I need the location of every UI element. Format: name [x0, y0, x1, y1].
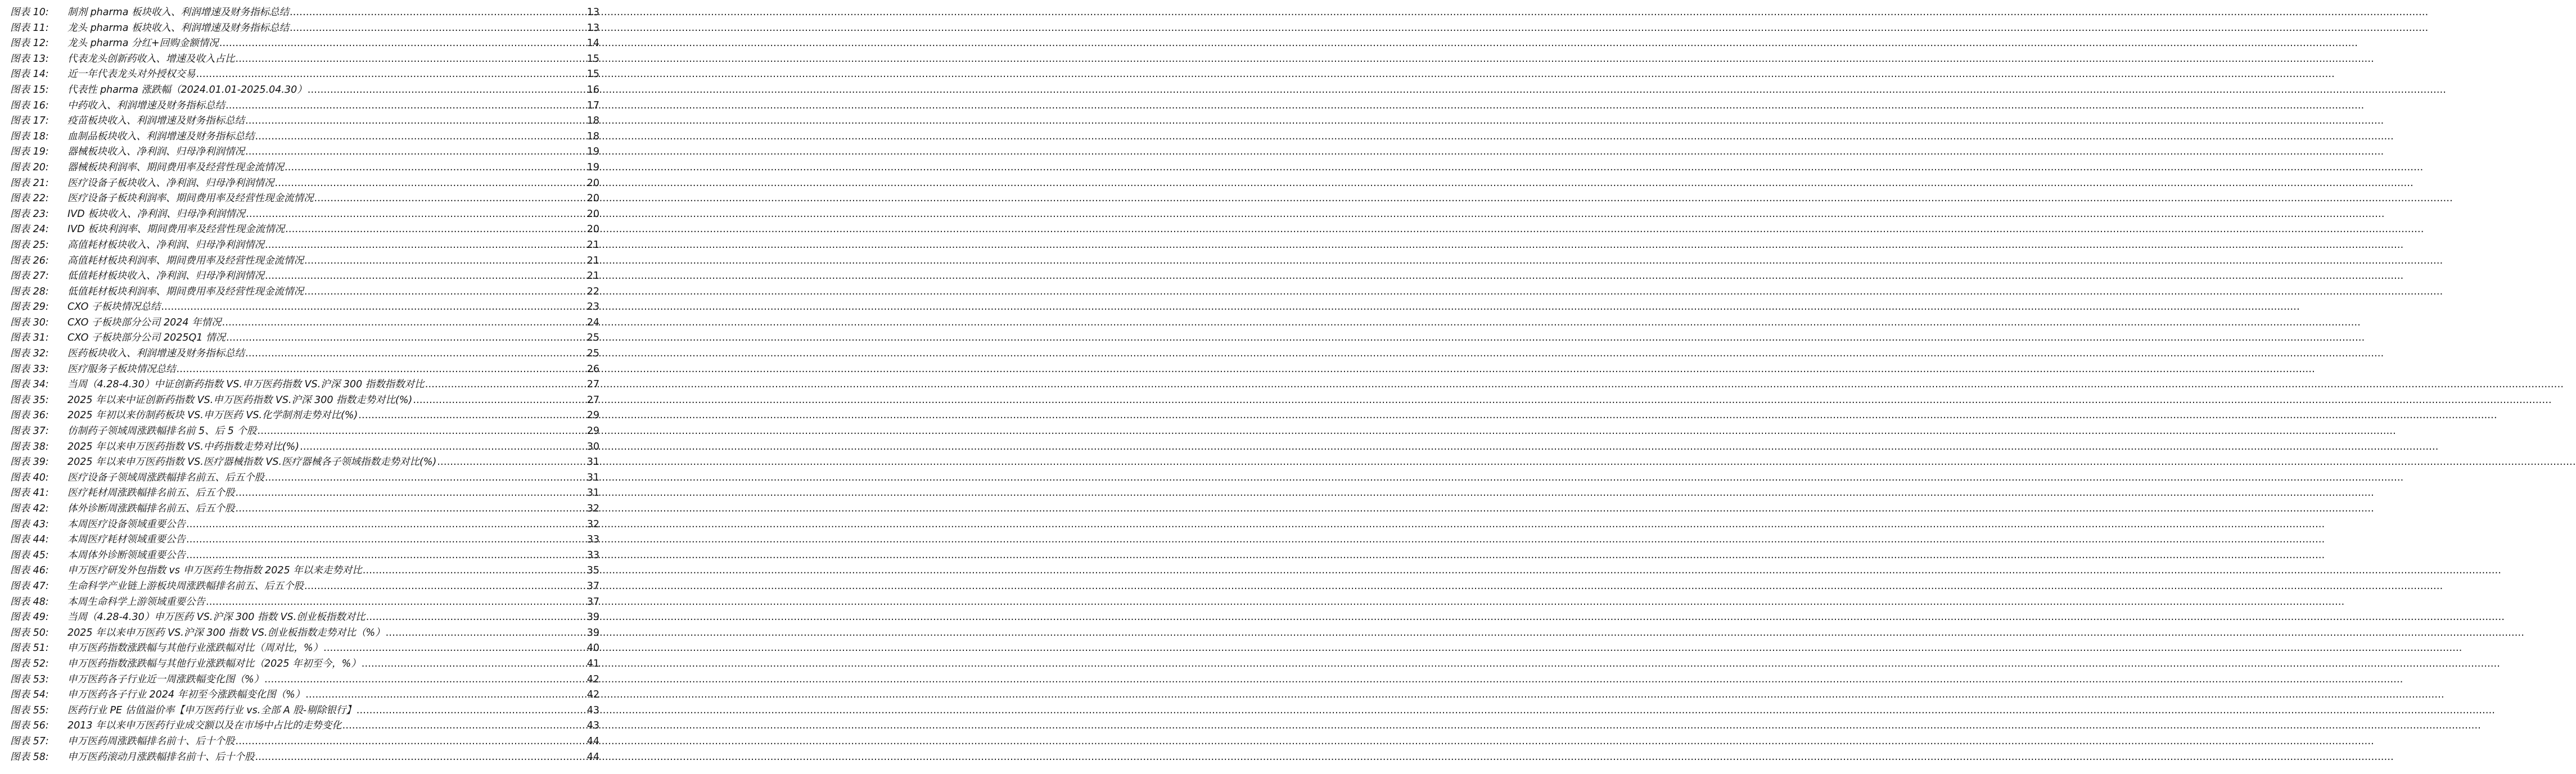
page-number: 44 — [587, 735, 599, 747]
dot-leader — [219, 36, 587, 52]
page-number: 13 — [587, 7, 599, 18]
toc-entry[interactable] — [10, 703, 599, 719]
dot-leader — [314, 191, 587, 207]
dot-leader — [425, 377, 587, 393]
dot-leader — [225, 98, 587, 114]
figure-title-link[interactable]: 申万医药滚动月涨跌幅排名前十、后十个股 — [67, 751, 255, 763]
figure-title-link[interactable]: 生命科学产业链上游板块周涨跌幅排名前五、后五个股 — [67, 580, 304, 592]
dot-leader — [226, 331, 587, 346]
figure-number: 图表 48: — [10, 596, 49, 608]
toc-entry[interactable] — [10, 532, 599, 548]
toc-entry[interactable] — [10, 315, 599, 331]
figure-title-link[interactable]: 2025 年以来申万医药指数 VS.中药指数走势对比(%) — [67, 441, 300, 452]
figure-number: 图表 30: — [10, 316, 49, 328]
dot-leader — [285, 160, 587, 176]
toc-entry[interactable] — [10, 408, 599, 424]
figure-number: 图表 16: — [10, 99, 49, 111]
figure-number: 图表 41: — [10, 487, 49, 499]
dot-leader — [358, 408, 586, 424]
page-number: 31 — [587, 472, 599, 483]
dot-leader — [386, 626, 587, 641]
page-number: 32 — [587, 503, 599, 514]
toc-entry[interactable] — [10, 718, 599, 734]
page-number: 19 — [587, 146, 599, 158]
figure-title-link[interactable]: 医药行业 PE 估值溢价率【申万医药行业 vs.全部 A 股-剔除银行】 — [67, 704, 356, 716]
dot-leader — [265, 238, 587, 254]
toc-entry[interactable] — [10, 300, 599, 315]
figure-number: 图表 26: — [10, 255, 49, 266]
figure-number: 图表 15: — [10, 84, 49, 96]
dot-leader — [236, 486, 587, 501]
figure-number: 图表 35: — [10, 394, 49, 406]
figure-number: 图表 27: — [10, 270, 49, 282]
page-number: 16 — [587, 84, 599, 96]
page-number: 31 — [587, 487, 599, 499]
figure-number: 图表 43: — [10, 518, 49, 530]
dot-leader — [236, 734, 587, 750]
page-number: 20 — [587, 224, 599, 236]
page-number: 43 — [587, 704, 599, 716]
dot-leader — [290, 21, 587, 37]
figure-title-link[interactable]: 申万医药指数涨跌幅与其他行业涨跌幅对比（周对比，%） — [67, 642, 323, 654]
toc-entry[interactable] — [10, 517, 599, 533]
figure-number: 图表 57: — [10, 735, 49, 747]
figure-title-link[interactable]: 医疗设备子板块利润率、期间费用率及经营性现金流情况 — [67, 193, 314, 205]
dot-leader — [342, 718, 587, 734]
figure-number: 图表 42: — [10, 503, 49, 514]
toc-entry[interactable] — [10, 440, 599, 455]
figure-number: 图表 32: — [10, 348, 49, 360]
toc-entry[interactable] — [10, 362, 599, 378]
figure-number: 图表 29: — [10, 301, 49, 313]
toc-entry[interactable] — [10, 269, 599, 284]
figure-number: 图表 44: — [10, 534, 49, 546]
page-number: 33 — [587, 534, 599, 546]
figure-title-link[interactable]: 高值耗材板块利润率、期间费用率及经营性现金流情况 — [67, 255, 304, 266]
page-number: 18 — [587, 115, 599, 127]
figure-number: 图表 38: — [10, 441, 49, 452]
figure-number: 图表 45: — [10, 549, 49, 561]
dot-leader — [300, 440, 587, 455]
figure-number: 图表 24: — [10, 224, 49, 236]
page-number: 27 — [587, 379, 599, 391]
dot-leader — [304, 254, 587, 269]
dot-leader — [161, 300, 586, 315]
toc-entry[interactable] — [10, 238, 599, 254]
toc-entry[interactable] — [10, 129, 599, 145]
page-number: 40 — [587, 642, 599, 654]
dot-leader — [264, 672, 587, 688]
figure-number: 图表 13: — [10, 53, 49, 65]
page-number: 25 — [587, 348, 599, 360]
toc-entry[interactable] — [10, 377, 599, 393]
toc-entry[interactable] — [10, 207, 599, 223]
figure-number: 图表 28: — [10, 286, 49, 297]
figure-title-link[interactable]: 龙头 pharma 分红+回购金额情况 — [67, 38, 219, 49]
page-number: 29 — [587, 426, 599, 437]
figure-title-link[interactable]: IVD 板块利润率、期间费用率及经营性现金流情况 — [67, 224, 285, 236]
page-number: 32 — [587, 518, 599, 530]
dot-leader — [290, 5, 587, 21]
figure-title-link[interactable]: 代表龙头创新药收入、增速及收入占比 — [67, 53, 235, 65]
page-number: 35 — [587, 565, 599, 577]
page-number: 19 — [587, 161, 599, 173]
figure-title-link[interactable]: 医疗设备子领域周涨跌幅排名前五、后五个股 — [67, 472, 264, 483]
toc-entry[interactable] — [10, 160, 599, 176]
dot-leader — [222, 315, 587, 331]
figure-title-link[interactable]: 近一年代表龙头对外授权交易 — [67, 69, 196, 80]
dot-leader — [437, 455, 586, 470]
dot-leader — [236, 501, 587, 517]
figure-number: 图表 58: — [10, 751, 49, 763]
page-number: 26 — [587, 363, 599, 375]
figure-number: 图表 11: — [10, 22, 49, 34]
dot-leader — [304, 579, 587, 595]
figure-title-link[interactable]: 体外诊断周涨跌幅排名前五、后五个股 — [67, 503, 235, 514]
toc-entry[interactable] — [10, 626, 599, 641]
toc-entry[interactable] — [10, 52, 599, 67]
toc-entry[interactable] — [10, 750, 599, 766]
figure-title-link[interactable]: 申万医药周涨跌幅排名前十、后十个股 — [67, 735, 235, 747]
figure-title-link[interactable]: 2025 年以来中证创新药指数 VS.申万医药指数 VS.沪深 300 指数走势对比(%) — [67, 394, 413, 406]
figure-number: 图表 20: — [10, 161, 49, 173]
figure-number: 图表 40: — [10, 472, 49, 483]
figure-number: 图表 18: — [10, 130, 49, 142]
toc-entry[interactable] — [10, 470, 599, 486]
figure-title-link[interactable]: 疫苗板块收入、利润增速及财务指标总结 — [67, 115, 245, 127]
page-number: 24 — [587, 316, 599, 328]
figure-number: 图表 10: — [10, 7, 49, 18]
page-number: 20 — [587, 177, 599, 189]
dot-leader — [265, 269, 587, 284]
dot-leader — [245, 346, 587, 362]
figure-title-link[interactable]: 本周医疗耗材领域重要公告 — [67, 534, 186, 546]
figure-title-link[interactable]: 医疗耗材周涨跌幅排名前五、后五个股 — [67, 487, 235, 499]
figure-number: 图表 37: — [10, 426, 49, 437]
page-number: 21 — [587, 270, 599, 282]
page-number: 43 — [587, 720, 599, 732]
page-number: 13 — [587, 22, 599, 34]
toc-entry[interactable] — [10, 641, 599, 657]
dot-leader — [245, 114, 587, 129]
toc-entry[interactable] — [10, 191, 599, 207]
toc-entry[interactable] — [10, 331, 599, 346]
figure-title-link[interactable]: 代表性 pharma 涨跌幅（2024.01.01-2025.04.30） — [67, 84, 307, 96]
figure-title-link[interactable]: 器械板块收入、净利润、归母净利润情况 — [67, 146, 245, 158]
toc-entry[interactable] — [10, 222, 599, 238]
figure-title-link[interactable]: 血制品板块收入、利润增速及财务指标总结 — [67, 130, 255, 142]
figure-title-link[interactable]: 医疗设备子板块收入、净利润、归母净利润情况 — [67, 177, 274, 189]
figure-number: 图表 56: — [10, 720, 49, 732]
figure-title-link[interactable]: 2013 年以来申万医药行业成交额以及在市场中占比的走势变化 — [67, 720, 342, 732]
toc-entry[interactable] — [10, 657, 599, 672]
dot-leader — [265, 470, 587, 486]
page-number: 20 — [587, 208, 599, 220]
toc-entry[interactable] — [10, 36, 599, 52]
dot-leader — [285, 222, 587, 238]
dot-leader — [186, 548, 587, 564]
page-number: 21 — [587, 239, 599, 251]
toc-entry[interactable] — [10, 284, 599, 300]
toc-entry[interactable] — [10, 176, 599, 192]
figure-title-link[interactable]: 申万医药各子行业近一周涨跌幅变化图（%） — [67, 673, 264, 685]
figure-number: 图表 12: — [10, 38, 49, 49]
figure-number: 图表 49: — [10, 612, 49, 623]
page-number: 20 — [587, 193, 599, 205]
page-number: 30 — [587, 441, 599, 452]
toc-entry[interactable] — [10, 563, 599, 579]
figure-number: 图表 47: — [10, 580, 49, 592]
figure-title-link[interactable]: 当周（4.28-4.30）申万医药 VS.沪深 300 指数 VS.创业板指数对比 — [67, 612, 366, 623]
toc-entry[interactable] — [10, 346, 599, 362]
figure-number: 图表 14: — [10, 69, 49, 80]
figure-title-link[interactable]: 2025 年以来申万医药指数 VS.医疗器械指数 VS.医疗器械各子领域指数走势对比(%) — [67, 456, 437, 468]
figure-number: 图表 50: — [10, 627, 49, 639]
page-number: 22 — [587, 286, 599, 297]
figure-title-link[interactable]: 医疗服务子板块情况总结 — [67, 363, 176, 375]
figure-number: 图表 39: — [10, 456, 49, 468]
figure-title-link[interactable]: 器械板块利润率、期间费用率及经营性现金流情况 — [67, 161, 284, 173]
figure-title-link[interactable]: IVD 板块收入、净利润、归母净利润情况 — [67, 208, 246, 220]
dot-leader — [186, 517, 587, 533]
figure-number: 图表 53: — [10, 673, 49, 685]
table-of-figures — [10, 5, 599, 765]
dot-leader — [236, 52, 587, 67]
toc-entry[interactable] — [10, 610, 599, 626]
page-number: 41 — [587, 658, 599, 669]
page-number: 37 — [587, 580, 599, 592]
toc-entry[interactable] — [10, 501, 599, 517]
page-number: 21 — [587, 255, 599, 266]
figure-title-link[interactable]: 2025 年以来申万医药 VS.沪深 300 指数 VS.创业板指数走势对比（%） — [67, 627, 385, 639]
figure-title-link[interactable]: 低值耗材板块利润率、期间费用率及经营性现金流情况 — [67, 286, 304, 297]
figure-number: 图表 22: — [10, 193, 49, 205]
figure-number: 图表 17: — [10, 115, 49, 127]
dot-leader — [255, 129, 587, 145]
figure-title-link[interactable]: 仿制药子领域周涨跌幅排名前 5、后 5 个股 — [67, 426, 257, 437]
dot-leader — [357, 703, 587, 719]
toc-entry[interactable] — [10, 579, 599, 595]
figure-title-link[interactable]: 高值耗材板块收入、净利润、归母净利润情况 — [67, 239, 264, 251]
page-number: 27 — [587, 394, 599, 406]
dot-leader — [305, 687, 586, 703]
dot-leader — [362, 657, 587, 672]
page-number: 15 — [587, 53, 599, 65]
figure-number: 图表 25: — [10, 239, 49, 251]
figure-number: 图表 36: — [10, 410, 49, 422]
page-number: 18 — [587, 130, 599, 142]
figure-number: 图表 46: — [10, 565, 49, 577]
toc-entry[interactable] — [10, 67, 599, 83]
toc-entry[interactable] — [10, 455, 599, 470]
figure-title-link[interactable]: 申万医疗研发外包指数 vs 申万医药生物指数 2025 年以来走势对比 — [67, 565, 362, 577]
dot-leader — [186, 532, 587, 548]
figure-title-link[interactable]: 中药收入、利润增速及财务指标总结 — [67, 99, 225, 111]
toc-entry[interactable] — [10, 672, 599, 688]
page-number: 29 — [587, 410, 599, 422]
figure-title-link[interactable]: CXO 子板块部分公司 2025Q1 情况 — [67, 332, 225, 344]
toc-entry[interactable] — [10, 486, 599, 501]
dot-leader — [206, 595, 587, 610]
toc-entry[interactable] — [10, 393, 599, 409]
page-number: 39 — [587, 612, 599, 623]
dot-leader — [246, 207, 587, 223]
page-number: 42 — [587, 689, 599, 701]
page-number: 39 — [587, 627, 599, 639]
figure-title-link[interactable]: CXO 子板块部分公司 2024 年情况 — [67, 316, 222, 328]
toc-entry[interactable] — [10, 83, 599, 98]
page-number: 17 — [587, 99, 599, 111]
dot-leader — [363, 563, 587, 579]
figure-number: 图表 55: — [10, 704, 49, 716]
figure-title-link[interactable]: 低值耗材板块收入、净利润、归母净利润情况 — [67, 270, 264, 282]
figure-title-link[interactable]: 当周（4.28-4.30）中证创新药指数 VS.申万医药指数 VS.沪深 300 指数指数对比 — [67, 379, 425, 391]
toc-entry[interactable] — [10, 98, 599, 114]
figure-title-link[interactable]: 龙头 pharma 板块收入、利润增速及财务指标总结 — [67, 22, 290, 34]
page-number: 14 — [587, 38, 599, 49]
toc-entry[interactable] — [10, 424, 599, 440]
figure-number: 图表 23: — [10, 208, 49, 220]
toc-entry[interactable] — [10, 114, 599, 129]
toc-entry[interactable] — [10, 21, 599, 37]
figure-title-link[interactable]: 本周体外诊断领域重要公告 — [67, 549, 186, 561]
figure-number: 图表 54: — [10, 689, 49, 701]
dot-leader — [413, 393, 586, 409]
dot-leader — [255, 750, 587, 766]
dot-leader — [257, 424, 586, 440]
page-number: 42 — [587, 673, 599, 685]
dot-leader — [177, 362, 587, 378]
toc-entry[interactable] — [10, 254, 599, 269]
page-number: 15 — [587, 69, 599, 80]
toc-entry[interactable] — [10, 548, 599, 564]
figure-number: 图表 31: — [10, 332, 49, 344]
figure-title-link[interactable]: 2025 年初以来仿制药板块 VS.申万医药 VS.化学制剂走势对比(%) — [67, 410, 358, 422]
toc-entry[interactable] — [10, 5, 599, 21]
dot-leader — [366, 610, 587, 626]
figure-title-link[interactable]: 医药板块收入、利润增速及财务指标总结 — [67, 348, 245, 360]
figure-number: 图表 51: — [10, 642, 49, 654]
page-number: 31 — [587, 456, 599, 468]
toc-entry[interactable] — [10, 687, 599, 703]
figure-number: 图表 34: — [10, 379, 49, 391]
figure-title-link[interactable]: 本周生命科学上游领域重要公告 — [67, 596, 205, 608]
figure-title-link[interactable]: CXO 子板块情况总结 — [67, 301, 161, 313]
figure-number: 图表 19: — [10, 146, 49, 158]
toc-entry[interactable] — [10, 595, 599, 610]
dot-leader — [196, 67, 587, 83]
dot-leader — [323, 641, 587, 657]
dot-leader — [308, 83, 587, 98]
dot-leader — [275, 176, 587, 192]
figure-title-link[interactable]: 本周医疗设备领域重要公告 — [67, 518, 186, 530]
figure-title-link[interactable]: 申万医药各子行业 2024 年初至今涨跌幅变化图（%） — [67, 689, 305, 701]
figure-number: 图表 52: — [10, 658, 49, 669]
figure-title-link[interactable]: 制剂 pharma 板块收入、利润增速及财务指标总结 — [67, 7, 290, 18]
dot-leader — [304, 284, 587, 300]
page-number: 25 — [587, 332, 599, 344]
figure-title-link[interactable]: 申万医药指数涨跌幅与其他行业涨跌幅对比（2025 年初至今，%） — [67, 658, 361, 669]
page-number: 44 — [587, 751, 599, 763]
page-number: 37 — [587, 596, 599, 608]
toc-entry[interactable] — [10, 734, 599, 750]
dot-leader — [245, 144, 587, 160]
page-number: 23 — [587, 301, 599, 313]
toc-entry[interactable] — [10, 144, 599, 160]
figure-number: 图表 21: — [10, 177, 49, 189]
page-number: 33 — [587, 549, 599, 561]
figure-number: 图表 33: — [10, 363, 49, 375]
